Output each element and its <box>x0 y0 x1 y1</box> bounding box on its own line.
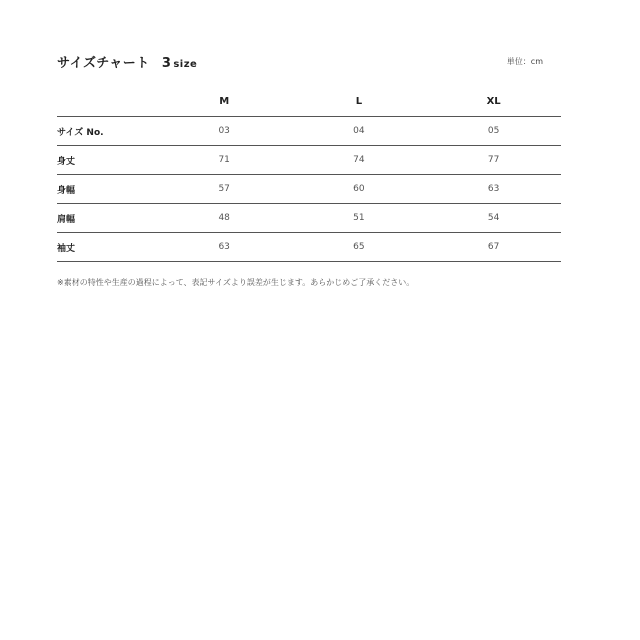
table-cell: 74 <box>292 146 427 175</box>
table-cell: 57 <box>157 175 292 204</box>
disclaimer-note: ※素材の特性や生産の過程によって、表記サイズより誤差が生じます。あらかじめご了承ください。 <box>57 278 415 287</box>
row-label: 袖丈 <box>57 233 157 262</box>
row-label: 身丈 <box>57 146 157 175</box>
table-corner <box>57 86 157 117</box>
table-cell: 05 <box>426 117 561 146</box>
table-cell: 67 <box>426 233 561 262</box>
size-count: 3 <box>161 56 172 71</box>
size-count-unit: size <box>173 59 198 70</box>
column-header-xl: XL <box>426 86 561 117</box>
column-header-m: M <box>157 86 292 117</box>
table-cell: 63 <box>426 175 561 204</box>
table-row <box>57 175 561 204</box>
row-label: サイズ No. <box>57 117 157 146</box>
table-cell: 60 <box>292 175 427 204</box>
table-cell: 63 <box>157 233 292 262</box>
table-row <box>57 204 561 233</box>
title-row <box>57 52 561 70</box>
table-cell: 54 <box>426 204 561 233</box>
table-row <box>57 233 561 262</box>
table-cell: 51 <box>292 204 427 233</box>
size-table <box>57 86 561 262</box>
column-header-l: L <box>292 86 427 117</box>
row-label: 肩幅 <box>57 204 157 233</box>
title-text: サイズチャート <box>57 56 150 71</box>
table-row <box>57 117 561 146</box>
unit-label: 単位：cm <box>506 57 543 66</box>
table-row <box>57 146 561 175</box>
table-cell: 03 <box>157 117 292 146</box>
table-cell: 77 <box>426 146 561 175</box>
row-label: 身幅 <box>57 175 157 204</box>
page-title <box>57 52 197 71</box>
table-cell: 04 <box>292 117 427 146</box>
table-cell: 48 <box>157 204 292 233</box>
table-cell: 71 <box>157 146 292 175</box>
table-header-row <box>57 86 561 117</box>
table-cell: 65 <box>292 233 427 262</box>
